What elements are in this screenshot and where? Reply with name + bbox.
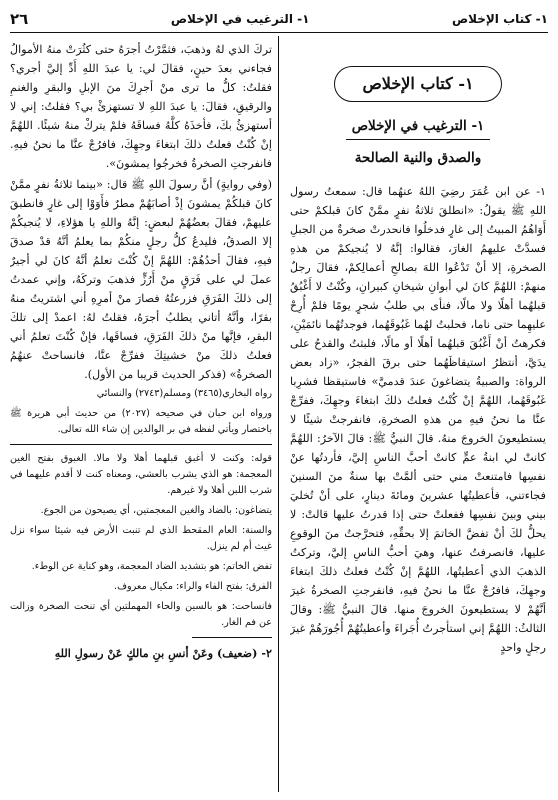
note: قوله: وكنت لا أغبق قبلهما أهلا ولا مالا. الغبوق بفتح الغين المعجمة: هو الذي يشرب بالعشي، ومعناه كنت لا أقدم عليهما في شرب اللبن أهلا ولا غيرهم. (10, 453, 272, 496)
separator-line (192, 637, 272, 638)
hadith-text-continued: تركَ الذي لهُ وذهبَ، فثمَّرْتُ أجرَهُ حتى كثُرَتْ منهُ الأموالُ فجاءني بعدَ حينٍ، فقالَ لي: يا عبدَ اللهِ أَدِّ إليَّ أجري؟ فقلتُ: كلُّ ما ترى منْ أجرِكَ منَ الإبلِ والبقرِ والغنمِ والرقيقِ، فقالَ: يا عبدَ اللهِ لا تستهزئْ بي؟ فقلتُ: إني لا أستهزئُ بكَ، فأخذَهُ كلَّهُ فساقَهُ فلمْ يتركْ منهُ شيئًا. اللهُمَّ إنْ كُنْتُ فعلتُ ذلكَ ابتغاءَ وجهِكَ، فافرُجْ عنَّا ما نحنُ فيهِ. فانفرجتِ الصخرةُ فخرجُوا يمشونَ». (10, 43, 272, 170)
column-divider (278, 36, 279, 792)
left-column (10, 40, 272, 792)
takhrij-line-2: ورواه ابن حبان في صحيحه (٢٠٢٧) من حديث أبي هريرة ﷺ باختصار ويأتي لفظه في بر الوالدين إن شاء الله تعالى. (10, 408, 272, 435)
header-rule (10, 32, 548, 33)
book-title: ١- كتاب الإخلاص (334, 66, 502, 102)
notes-rule (10, 444, 272, 445)
note: يتضاغون: بالضاد والغين المعجمتين، أي يصيحون من الجوع. (40, 505, 272, 516)
note: الفرق: بفتح الفاء والراء: مكيال معروف. (114, 581, 272, 592)
section-title-line1: ١- الترغيب في الإخلاص (346, 116, 491, 140)
riwaya-text: (وفي روايةٍ) أنَّ رسولَ اللهِ ﷺ قال: «بينما ثلاثةُ نفرٍ ممَّنْ كانَ قبلكُمْ يمشونَ إذْ أصابَهُمْ مطرٌ فأَوَوْا إلى غارٍ فانطبقَ عليهمْ، فقالَ بعضُهُمْ لبعضٍ: إنَّهُ واللهِ يا هؤلاءِ، لا يُنجيكُمْ إلا الصدقُ، فليدعُ كلُّ رجلٍ منكُمْ بما يعلمُ أنَّهُ قدْ صدقَ فيهِ، فقالَ أحدُهُمْ: اللهُمَّ إنْ كُنْتَ تعلمُ أنَّهُ كانَ لي أجيرٌ عملَ لي على فَرَقٍ منْ أَرُزٍّ فذهبَ وتركَهُ، وإني عمدتُ إلى ذلكَ الفَرَقِ فزرعتُهُ فصارَ منْ أمرِهِ أني اشتريتُ منهُ بقرًا، وأنَّهُ أتاني يطلبُ أجرَهُ، فقلتُ لهُ: اعمدْ إلى تلكَ البقرِ، فإنَّها منْ ذلكَ الفَرَقِ، فساقَها، فإنْ كُنْتَ تعلمُ أني فعلتُ ذلكَ منْ خشيتِكَ ففرِّجْ عنَّا، فانساحتْ عنهُمُ الصخرةُ» (فذكر الحديث قريبا من الأول). (10, 178, 272, 381)
section-title-line2: والصدق والنية الصالحة (354, 150, 482, 166)
right-column (290, 40, 546, 792)
page-number: ٢٦ (10, 10, 29, 28)
note: تفض الخاتم: هو بتشديد الضاد المعجمة، وهو كناية عن الوطء. (31, 561, 272, 572)
hadith-text: ١- عن ابن عُمَرَ رضِيَ اللهُ عنهُما قال: سمعتُ رسول اللهِ ﷺ يقولُ: «انطلقَ ثلاثةُ نفرٍ ممَّنْ كانَ قبلكمْ حتى أَوَاهُمُ المبيتُ إلى غارٍ فدخلُوا فانحدرتْ صخرةٌ من الجبلِ فسدَّتْ عليهمُ الغارَ، فقالوا: إنَّهُ لا يُنجيكمْ من هذهِ الصخرةِ، إلا أنْ تَدْعُوا اللهَ بصالحِ أعمالِكمْ، فقالَ رجلٌ منهمْ: اللهُمَّ كانَ لي أبوانِ شيخانِ كبيرانِ، وكُنْتُ لا أَغْبُقُ قبلهُما أهلًا ولا مالًا، فنأى بي طلبُ شجرٍ يومًا فلمْ أُرِحْ عليهِما حتى ناما، فحلبتُ لهُما غَبُوقَهُما، فوجدتُهُما نائمَيْنِ، فكرهتُ أنْ أَغْبُقَ قبلهُما أهلًا أو مالًا، فلبثتُ والقدحُ على يدَيَّ، أنتظرُ استيقاظَهُما حتى برقَ الفجرُ، «زاد بعض الرواة: والصبيةُ يتضاغونَ عندَ قدميَّ» فاستيقظا فشرِبا غَبُوقَهُما، اللهُمَّ إنْ كُنْتُ فعلتُ ذلكَ ابتغاءَ وجهِكَ، ففرِّجْ عنَّا ما نحنُ فيهِ من هذهِ الصخرةِ، فانفرجتْ شيئًا لا يستطيعونَ الخروجَ منهُ. قالَ النبيُّ ﷺ: قالَ الآخرُ: اللهُمَّ كانتْ لي ابنةُ عمٍّ كانتْ أحبَّ الناسِ إليَّ، فأردتُها عنْ نفسِها فامتنعتْ مني حتى ألمَّتْ بها سنةٌ منَ السنينَ فجاءتني، فأعطيتُها عشرينَ ومائةَ دينارٍ، على أنْ تُخليَ بيني وبينَ نفسِها ففعلتْ حتى إذا قدرتُ عليها قالتْ: لا يحلُّ لكَ أنْ تفضَّ الخاتمَ إلا بحقِّهِ، فتحرَّجتُ منَ الوقوعِ عليها، فانصرفتُ عنها، وهيَ أحبُّ الناسِ إليَّ، وتركتُ الذهبَ الذي أعطيتُها، اللهُمَّ إنْ كُنْتُ فعلتُ ذلكَ ابتغاءَ وجهِكَ، فافرُجْ عنَّا ما نحنُ فيهِ، فانفرجتِ الصخرةُ غيرَ أنَّهُمْ لا يستطيعونَ الخروجَ منها. قالَ النبيُّ ﷺ: وقالَ الثالثُ: اللهُمَّ إني استأجرتُ أُجَراءَ وأعطيتُهُمْ أُجُورَهُمْ غيرَ رجلٍ واحدٍ (290, 185, 546, 654)
note: والسنة: العام المقحط الذي لم تنبت الأرض فيه شيئا سواء نزل غيث أم لم ينزل. (10, 525, 272, 552)
takhrij-line-1: رواه البخاري(٣٤٦٥) ومسلم(٢٧٤٣) والنسائي (96, 388, 272, 399)
header-left-title: ١- الترغيب في الإخلاص (170, 12, 310, 26)
takhrij (10, 386, 272, 438)
header-right-title: ١- كتاب الإخلاص (451, 12, 548, 26)
notes (10, 451, 272, 631)
page-header (10, 8, 548, 30)
section-title (290, 116, 546, 168)
next-hadith: ٢- (ضعيف) وعَنْ أنسِ بنِ مالكٍ عَنْ رسولِ اللهِ (54, 646, 272, 660)
note: فانساحت: هو بالسين والحاء المهملتين أي تنحت الصخرة وزالت عن فم الغار. (10, 601, 272, 628)
